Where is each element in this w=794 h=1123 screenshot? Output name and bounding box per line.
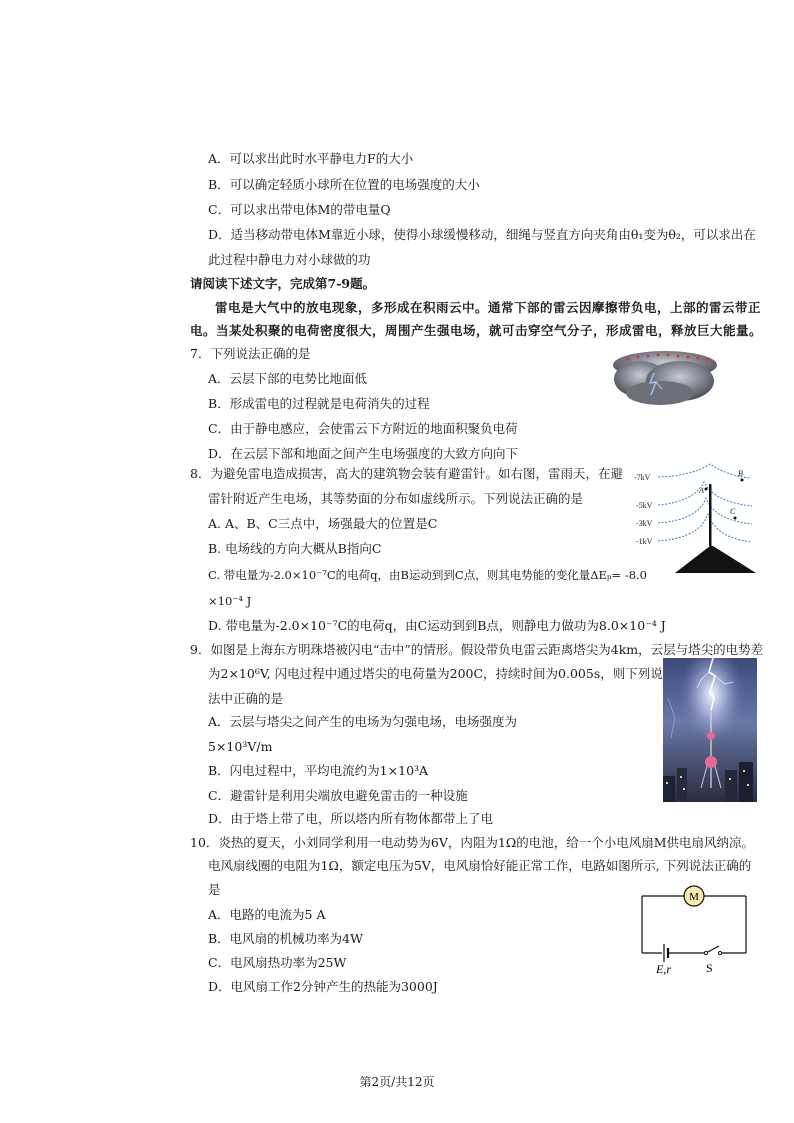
reading-instruction: 请阅读下述文字，完成第7-9题。 (190, 276, 376, 291)
q9-stem-line3: 法中正确的是 (208, 691, 284, 706)
q8-option-d: D. 带电量为-2.0×10⁻⁷C的电荷q，由C运动到到B点，则静电力做功为8.0×10⁻⁴ J (208, 618, 666, 633)
q9-option-b: B．闪电过程中，平均电流约为1×10³A (208, 763, 429, 778)
q7-option-d: D．在云层下部和地面之间产生电场强度的大致方向向下 (208, 446, 519, 461)
q9-option-d: D．由于塔上带了电，所以塔内所有物体都带上了电 (208, 811, 494, 826)
equipotential-line-1kv (658, 514, 752, 542)
thundercloud-illustration (610, 345, 720, 407)
equipotential-label-1kv: -1kV (636, 537, 653, 546)
motor-label: M (689, 891, 699, 903)
equipotential-label-7kv: -7kV (634, 473, 651, 482)
reading-paragraph-line2: 电。当某处积聚的电荷密度很大，周围产生强电场，就可击穿空气分子，形成雷电，释放巨大能量。 (190, 323, 763, 338)
q7-option-b: B．形成雷电的过程就是电荷消失的过程 (208, 396, 430, 411)
q10-stem-line2: 电风扇线圈的电阻为1Ω，额定电压为5V，电风扇恰好能正常工作，电路如图所示, 下列说法正确的 (208, 858, 752, 873)
q6-option-a: A．可以求出此时水平静电力F的大小 (208, 151, 414, 166)
point-c-label: C (730, 507, 736, 516)
q8-stem-line2: 雷针附近产生电场，其等势面的分布如虚线所示。下列说法正确的是 (208, 491, 584, 506)
page-footer: 第2页/共12页 (359, 1075, 435, 1089)
q6-option-d-cont: 此过程中静电力对小球做的功 (208, 252, 371, 267)
q7-option-a: A．云层下部的电势比地面低 (208, 371, 368, 386)
lightning-rod (709, 484, 712, 546)
battery-label: E,r (656, 962, 671, 976)
building-base (675, 546, 756, 573)
q8-option-c-cont: ×10⁻⁴ J (208, 594, 252, 608)
equipotential-line-7kv (658, 464, 750, 478)
q8-option-b: B. 电场线的方向大概从B指向C (208, 541, 382, 556)
q10-option-d: D．电风扇工作2分钟产生的热能为3000J (208, 979, 438, 994)
equipotential-label-5kv: -5kV (636, 501, 653, 510)
equipotential-label-3kv: -3kV (636, 519, 653, 528)
q10-stem-line1: 10．炎热的夏天，小刘同学利用一电动势为6V，内阻为1Ω的电池，给一个小电风扇M供电扇风纳凉。 (190, 835, 755, 850)
oriental-pearl-tower-lightning-photo (663, 658, 757, 802)
q7-stem: 7．下列说法正确的是 (190, 346, 311, 361)
q9-option-c: C．避雷针是利用尖端放电避免雷击的一种设施 (208, 788, 468, 803)
q9-option-a: A．云层与塔尖之间产生的电场为匀强电场，电场强度为 (208, 714, 518, 729)
q8-stem-line1: 8．为避免雷电造成损害，高大的建筑物会装有避雷针。如右图，雷雨天，在避 (190, 466, 623, 481)
q8-option-a: A. A、B、C三点中，场强最大的位置是C (208, 516, 438, 531)
q7-option-c: C．由于静电感应，会使雷云下方附近的地面积聚负电荷 (208, 421, 518, 436)
circuit-diagram (636, 880, 750, 976)
q6-option-d: D．适当移动带电体M靠近小球，使得小球缓慢移动，细绳与竖直方向夹角由θ₁变为θ₂，可以求出在 (208, 227, 756, 242)
q10-stem-line3: 是 (208, 882, 221, 897)
switch-blade (706, 946, 719, 953)
switch-label: S (706, 961, 713, 975)
q6-option-c: C．可以求出带电体M的带电量Q (208, 202, 391, 217)
q10-option-b: B．电风扇的机械功率为4W (208, 931, 363, 946)
q9-stem-line2: 为2×10⁶V, 闪电过程中通过塔尖的电荷量为200C，持续时间为0.005s，则下列说 (208, 666, 663, 681)
q6-option-b: B．可以确定轻质小球所在位置的电场强度的大小 (208, 177, 480, 192)
q9-option-a-cont: 5×10³V/m (208, 739, 273, 754)
point-b-label: B (738, 469, 743, 478)
equipotential-line-5kv (658, 482, 752, 506)
q10-option-a: A．电路的电流为5 A (208, 907, 326, 922)
reading-paragraph-line1: 雷电是大气中的放电现象，多形成在积雨云中。通常下部的雷云因摩擦带负电，上部的雷云带正 (215, 300, 762, 315)
q8-option-c: C. 带电量为-2.0×10⁻⁷C的电荷q，由B运动到到C点，则其电势能的变化量ΔEₚ= -8.0 (208, 568, 647, 582)
q10-option-c: C．电风扇热功率为25W (208, 955, 347, 970)
point-a-label: A (699, 486, 704, 495)
q9-stem-line1: 9．如图是上海东方明珠塔被闪电“击中”的情形。假设带负电雷云距离塔尖为4km，云层与塔尖的电势差 (190, 642, 764, 657)
lightning-rod-equipotential-figure (632, 462, 757, 574)
